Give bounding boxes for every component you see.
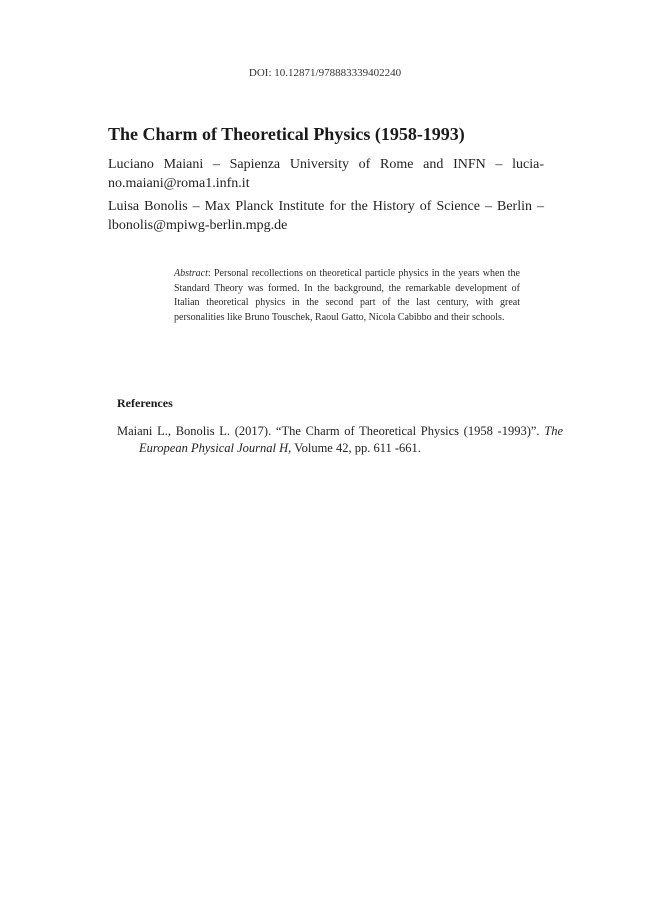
reference-journal-start: The — [544, 424, 563, 438]
reference-entry — [117, 423, 563, 457]
abstract-separator: : — [207, 268, 214, 279]
author-affiliation-2 — [108, 197, 544, 235]
reference-authors-title: Maiani L., Bonolis L. (2017). “The Charm of Theoretical Physics (1958 -1993)”. — [117, 424, 545, 438]
abstract-label: Abstract — [174, 268, 208, 279]
author-2-line-1: Luisa Bonolis – Max Planck Institute for the History of Science – Berlin – — [108, 199, 544, 214]
abstract-text: Personal recollections on theoretical particle physics in the years when the Standard Theory was formed. In the background, the remarkable development of Italian theoretical physics in the second part of the last century, with great personalities like Bruno Touschek, Raoul Gatto, Nicola Cabibbo and their schools. — [174, 268, 520, 323]
abstract-block — [174, 267, 520, 325]
author-1-email: no.maiani@roma1.infn.it — [108, 176, 250, 191]
references-heading: References — [117, 396, 173, 410]
author-2-email: lbonolis@mpiwg-berlin.mpg.de — [108, 218, 288, 233]
doi-header: DOI: 10.12871/978883339402240 — [248, 67, 402, 79]
paper-title: The Charm of Theoretical Physics (1958-1993) — [108, 124, 465, 144]
author-1-line-1: Luciano Maiani – Sapienza University of Rome and INFN – lucia- — [108, 157, 544, 172]
reference-line-2 — [139, 440, 563, 457]
reference-volume-pages: , Volume 42, pp. 611 -661. — [288, 441, 421, 455]
author-affiliation-1 — [108, 155, 544, 193]
reference-line-1 — [117, 423, 563, 440]
reference-journal-name: European Physical Journal H — [139, 441, 289, 455]
